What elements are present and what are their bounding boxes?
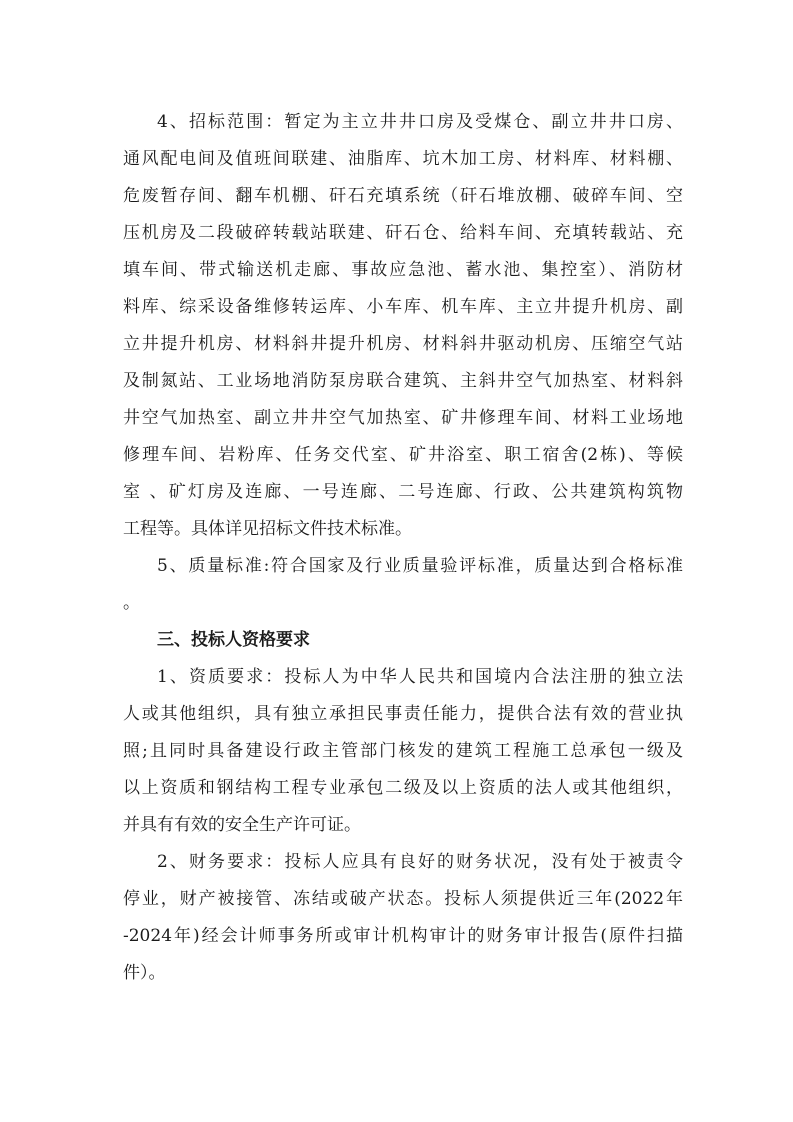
req1-line-2: 人或其他组织，具有独立承担民事责任能力，提供合法有效的营业执 xyxy=(123,704,683,724)
item4-line-8: 及制氮站、工业场地消防泵房联合建筑、主斜井空气加热室、材料斜 xyxy=(123,371,683,391)
req2-line-4: 件）。 xyxy=(123,963,166,983)
item4-line-5: 填车间、带式输送机走廊、事故应急池、蓄水池、集控室）、消防材 xyxy=(123,260,683,280)
item4-line-11: 室 、矿灯房及连廊、一号连廊、二号连廊、行政、公共建筑构筑物 xyxy=(123,482,683,502)
item4-line-9: 井空气加热室、副立井井空气加热室、矿井修理车间、材料工业场地 xyxy=(123,408,683,428)
section-heading: 三、投标人资格要求 xyxy=(157,630,310,650)
item5-line-2: 。 xyxy=(123,593,140,613)
item5-line-1: 5、质量标准:符合国家及行业质量验评标准，质量达到合格标准 xyxy=(157,556,683,576)
req2-line-3: -2024年)经会计师事务所或审计机构审计的财务审计报告(原件扫描 xyxy=(123,926,683,946)
req1-line-5: 并具有有效的安全生产许可证。 xyxy=(123,815,361,835)
item4-line-12: 工程等。具体详见招标文件技术标准。 xyxy=(123,519,412,539)
req2-line-1: 2、财务要求：投标人应具有良好的财务状况，没有处于被责令 xyxy=(157,852,683,872)
item4-line-6: 料库、综采设备维修转运库、小车库、机车库、主立井提升机房、副 xyxy=(123,297,683,317)
req2-line-2: 停业，财产被接管、冻结或破产状态。投标人须提供近三年(2022年 xyxy=(123,889,683,909)
item4-line-2: 通风配电间及值班间联建、油脂库、坑木加工房、材料库、材料棚、 xyxy=(123,149,683,169)
item4-line-4: 压机房及二段破碎转载站联建、矸石仓、给料车间、充填转载站、充 xyxy=(123,223,683,243)
req1-line-4: 以上资质和钢结构工程专业承包二级及以上资质的法人或其他组织， xyxy=(123,778,683,798)
item4-line-1: 4、招标范围：暂定为主立井井口房及受煤仓、副立井井口房、 xyxy=(157,112,683,132)
item4-line-7: 立井提升机房、材料斜井提升机房、材料斜井驱动机房、压缩空气站 xyxy=(123,334,683,354)
item4-line-10: 修理车间、岩粉库、任务交代室、矿井浴室、职工宿舍(2栋)、等候 xyxy=(123,445,683,465)
req1-line-3: 照;且同时具备建设行政主管部门核发的建筑工程施工总承包一级及 xyxy=(123,741,683,761)
req1-line-1: 1、资质要求：投标人为中华人民共和国境内合法注册的独立法 xyxy=(157,667,683,687)
item4-line-3: 危废暂存间、翻车机棚、矸石充填系统（矸石堆放棚、破碎车间、空 xyxy=(123,186,683,206)
